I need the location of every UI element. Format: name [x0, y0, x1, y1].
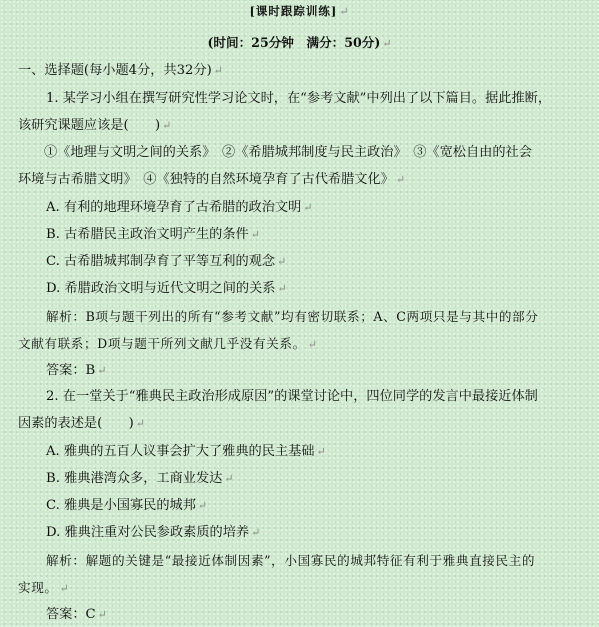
q1-option-c — [46, 253, 286, 270]
q1-option-a-text: A. 有利的地理环境孕育了古希腊的政治文明 — [46, 200, 302, 215]
paragraph-mark: ↵ — [97, 608, 107, 621]
paragraph-mark: ↵ — [277, 255, 287, 268]
doc-title-text: [课时跟踪训练] — [249, 4, 338, 18]
q2-option-d-text: D. 雅典注重对公民参政素质的培养 — [46, 525, 250, 540]
section-heading — [18, 62, 223, 79]
paragraph-mark: ↵ — [316, 445, 326, 458]
doc-title — [0, 3, 599, 20]
paragraph-mark: ↵ — [197, 499, 208, 512]
q2-option-c-text: C. 雅典是小国寡民的城邦 — [46, 498, 196, 513]
q2-stem-line2-text: 因素的表述是( ) — [18, 416, 134, 431]
q2-option-b — [46, 470, 234, 487]
q1-analysis-line2 — [18, 335, 318, 353]
paragraph-mark: ↵ — [224, 472, 234, 485]
paragraph-mark: ↵ — [251, 526, 261, 539]
q1-analysis-line2-text: 文献有联系；D项与题干所列文献几乎没有关系。 — [18, 336, 306, 351]
paragraph-mark: ↵ — [303, 201, 313, 214]
q1-analysis-line1: 解析：B项与题干列出的所有“参考文献”均有密切联系；A、C两项只是与其中的部分 — [46, 309, 539, 324]
q1-refs-line2 — [18, 171, 405, 188]
section-heading-text: 一、选择题(每小题4分，共32分) — [18, 63, 212, 78]
q2-analysis-line1: 解析：解题的关键是“最接近体制因素”，小国寡民的城邦特征有利于雅典直接民主的 — [46, 553, 536, 568]
paragraph-mark: ↵ — [382, 37, 392, 50]
time-info-text: (时间：25分钟 满分：50分) — [207, 35, 381, 50]
q2-option-a-text: A. 雅典的五百人议事会扩大了雅典的民主基础 — [46, 444, 315, 459]
q2-analysis-line2-text: 实现。 — [18, 580, 58, 595]
q1-stem-line2 — [18, 117, 171, 134]
q2-option-c — [46, 497, 207, 514]
q2-option-a — [46, 443, 326, 460]
q1-refs-line2-text: 环境与古希腊文明》 ④《独特的自然环境孕育了古代希腊文化》 — [18, 172, 394, 187]
paragraph-mark: ↵ — [339, 5, 350, 18]
q1-answer-text: 答案：B — [46, 363, 96, 378]
q1-option-c-text: C. 古希腊城邦制孕育了平等互利的观念 — [46, 254, 276, 269]
q1-option-d — [46, 280, 287, 297]
q1-refs-line1: ①《地理与文明之间的关系》 ②《希腊城邦制度与民主政治》 ③《宽松自由的社会 — [44, 145, 532, 160]
paragraph-mark: ↵ — [395, 173, 406, 186]
q2-stem-line2 — [18, 415, 145, 432]
q1-stem-line2-text: 该研究课题应该是( ) — [18, 118, 161, 133]
q1-answer — [46, 362, 106, 379]
paragraph-mark: ↵ — [307, 338, 318, 351]
q2-option-b-text: B. 雅典港湾众多，工商业发达 — [46, 471, 223, 486]
paragraph-mark: ↵ — [277, 282, 287, 295]
paragraph-mark: ↵ — [59, 582, 70, 595]
paragraph-mark: ↵ — [213, 64, 223, 77]
q1-stem-line1: 1. 某学习小组在撰写研究性学习论文时，在“参考文献”中列出了以下篇目。据此推断， — [46, 91, 552, 106]
q2-option-d — [46, 524, 260, 541]
q1-option-a — [46, 199, 313, 216]
q2-answer-text: 答案：C — [46, 607, 96, 622]
paragraph-mark: ↵ — [250, 228, 260, 241]
time-info — [0, 34, 599, 52]
q1-option-b — [46, 226, 260, 243]
paragraph-mark: ↵ — [162, 119, 172, 132]
q1-option-b-text: B. 古希腊民主政治文明产生的条件 — [46, 227, 249, 242]
q2-analysis-line2 — [18, 579, 69, 597]
q2-stem-line1: 2. 在一堂关于“雅典民主政治形成原因”的课堂讨论中，四位同学的发言中最接近体制 — [46, 389, 538, 404]
paragraph-mark: ↵ — [97, 364, 107, 377]
q2-answer — [46, 606, 107, 623]
q1-option-d-text: D. 希腊政治文明与近代文明之间的关系 — [46, 281, 276, 296]
paragraph-mark: ↵ — [135, 417, 146, 430]
